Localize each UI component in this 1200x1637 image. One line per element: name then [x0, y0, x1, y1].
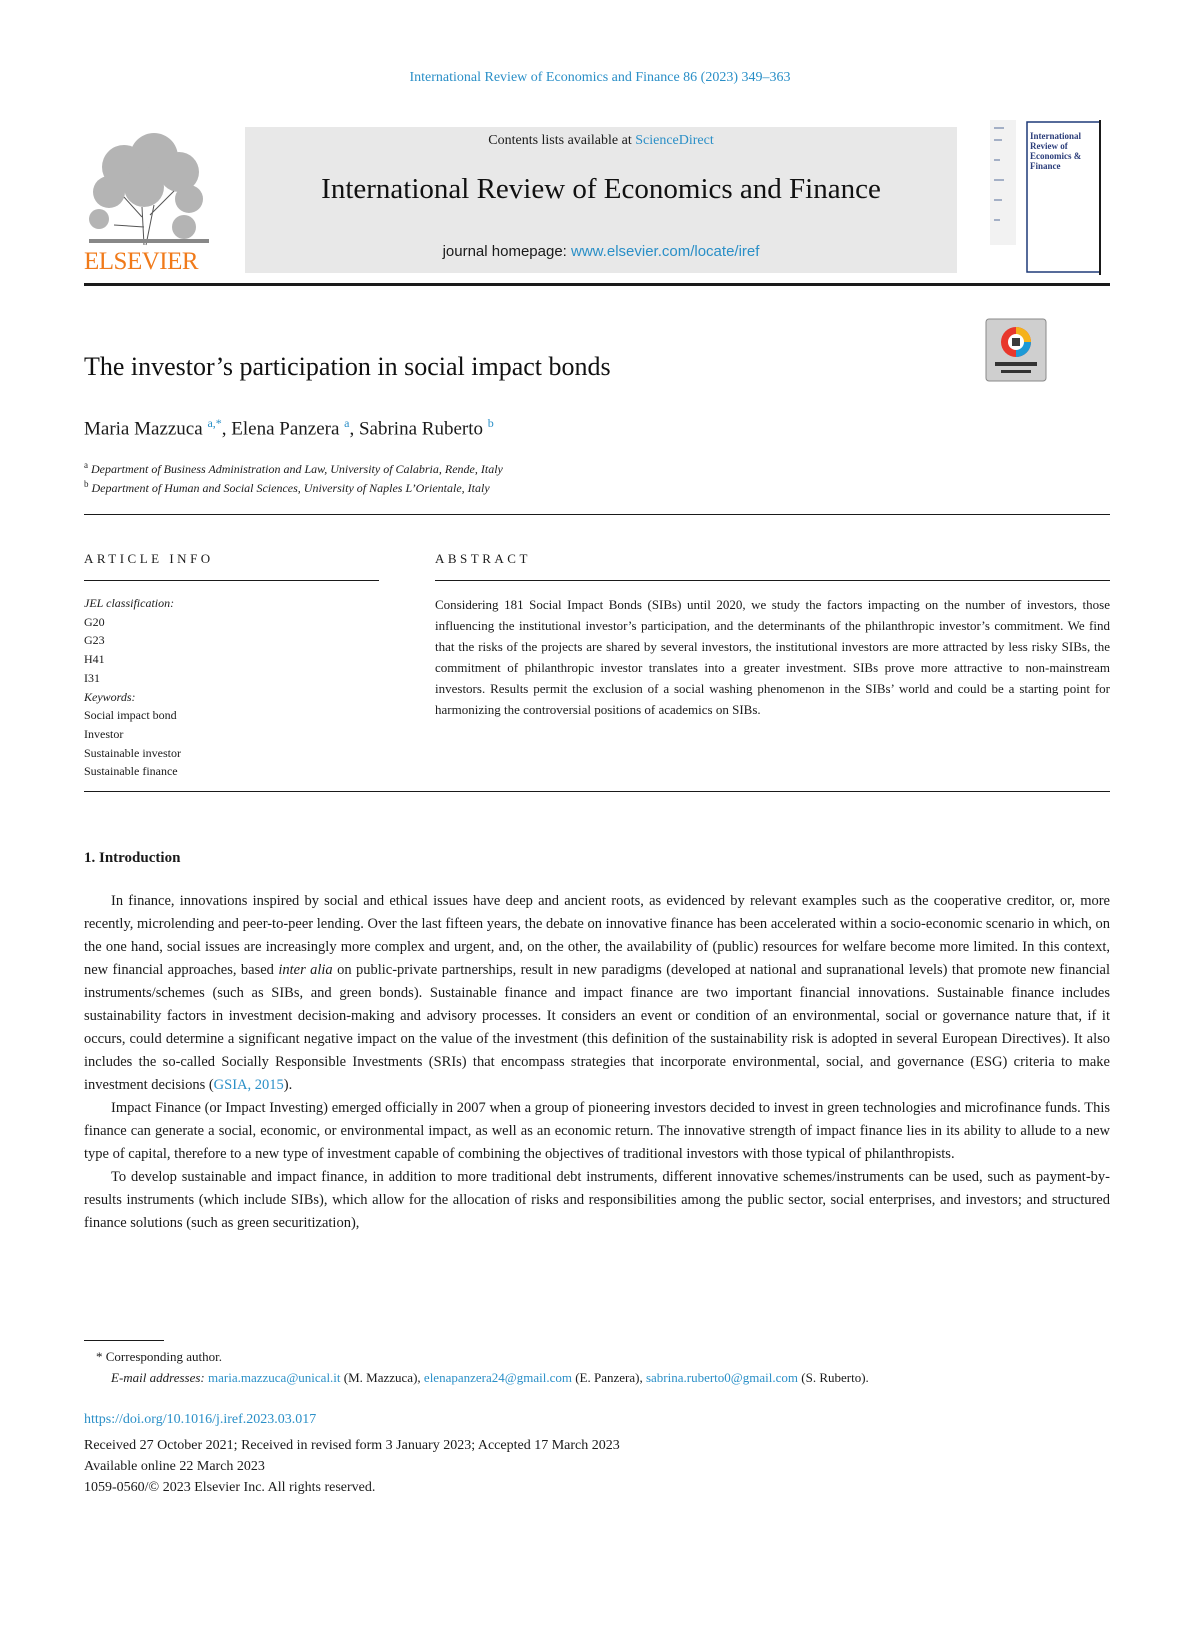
available-online: Available online 22 March 2023: [84, 1459, 265, 1474]
jel-code: G20: [84, 614, 105, 629]
affiliation: [84, 479, 490, 496]
article-info-heading: ARTICLE INFO: [84, 551, 214, 566]
email-addresses: [111, 1370, 869, 1386]
jel-code: G23: [84, 633, 105, 648]
keyword: Investor: [84, 726, 124, 741]
check-for-updates-badge[interactable]: [985, 318, 1047, 382]
contents-prefix: Contents lists available at: [488, 133, 632, 148]
authors-rule: [84, 514, 1110, 515]
email-link[interactable]: sabrina.ruberto0@gmail.com: [645, 1370, 799, 1385]
header-rule: [84, 283, 1110, 286]
email-owner: (M. Mazzuca),: [343, 1370, 421, 1385]
homepage-link[interactable]: www.elsevier.com/locate/iref: [571, 243, 760, 260]
jel-code: H41: [84, 652, 105, 667]
corresponding-author-note: [96, 1349, 222, 1365]
paragraph-text: In finance, innovations inspired by social and ethical issues have deep and ancient roots, as evidenced by relevant examples such as the cooperative creditor, or, more recently, microlending and peer-to-peer lending. Over the last fifteen years, the debate on innovative finance has been accelerated within a socio-economic scenario in which, on the one hand, social issues are increasingly more complex and urgent, and, on the other, the availability of (public) resources for welfare become more limited. In this context, new financial approaches, based: [84, 893, 1110, 978]
copyright: 1059-0560/© 2023 Elsevier Inc. All rights reserved.: [84, 1480, 376, 1495]
elsevier-wordmark: ELSEVIER: [84, 248, 199, 275]
footnote-marker: *: [96, 1349, 103, 1364]
email-link[interactable]: maria.mazzuca@unical.it: [208, 1370, 341, 1385]
keyword: Social impact bond: [84, 708, 177, 723]
received-dates: Received 27 October 2021; Received in revised form 3 January 2023; Accepted 17 March 2023: [84, 1438, 620, 1453]
section-heading-introduction: 1. Introduction: [84, 850, 181, 866]
paragraph: Impact Finance (or Impact Investing) emerged officially in 2007 when a group of pioneering investors decided to invest in green technologies and microfinance funds. This finance can generate a social, economic, or environmental impact, as well as an economic return. The innovative strength of impact finance lies in its ability to allude to a new type of capital, therefore to a new type of investment capable of combining the objectives of traditional investors with those typical of philanthropists.: [84, 1100, 1110, 1162]
email-owner: (S. Ruberto).: [801, 1370, 869, 1385]
keywords-label: Keywords:: [84, 689, 136, 704]
sciencedirect-link[interactable]: ScienceDirect: [635, 133, 714, 148]
journal-banner: [245, 127, 957, 273]
homepage-prefix: journal homepage:: [442, 243, 567, 260]
paragraph: To develop sustainable and impact finance, in addition to more traditional debt instruments, different innovative schemes/instruments can be used, such as payment-by-results instruments (which include SIBs), which allow for the allocation of risks and responsibilities among the public sector, social enterprises, and investors; and structured finance solutions (such as green securitization),: [84, 1169, 1110, 1231]
journal-title: International Review of Economics and Finance: [321, 173, 881, 205]
author-name[interactable]: Elena Panzera: [231, 418, 340, 440]
affiliation-text: Department of Human and Social Sciences, University of Naples L’Orientale, Italy: [91, 481, 490, 495]
affiliation-label: a: [84, 460, 88, 470]
affiliation-label: b: [84, 479, 89, 489]
abstract-bottom-rule: [84, 791, 1110, 792]
jel-label: JEL classification:: [84, 596, 175, 610]
footnote-rule: [84, 1340, 164, 1341]
paragraph-text: on public-private partnerships, result in new paradigms (developed at national and supranational levels) that promote new financial instruments/schemes (such as SIBs, and green bonds). Sustainable finance and impact finance are two important financial innovations. Sustainable finance includes sustainability factors in investment decision-making and advisory processes. It considers an event or condition of an environmental, social or governance nature that, if it occurs, could determine a significant negative impact on the value of the investment (this definition of the sustainability risk is adopted in several European Directives). It also includes the so-called Socially Responsible Investments (SRIs) that encompass strategies that incorporate environmental, social, and governance (ESG) criteria to make investment decisions (: [84, 962, 1111, 1093]
author-name[interactable]: Sabrina Ruberto: [358, 418, 483, 440]
article-history: [84, 1435, 620, 1498]
paragraph-italic: inter alia: [278, 962, 333, 978]
contents-line: [245, 133, 957, 149]
affiliation: [84, 460, 503, 477]
author-list: Maria Mazzuca $^{a,*}$, Elena Panzera $^a$, Sabrina Ruberto $^b$: [84, 416, 494, 440]
homepage-line: [245, 243, 957, 260]
author-affiliation-marker[interactable]: a: [344, 416, 350, 430]
email-owner: (E. Panzera),: [575, 1370, 643, 1385]
citation-link[interactable]: GSIA, 2015: [213, 1077, 284, 1093]
author-name[interactable]: Maria Mazzuca: [84, 418, 203, 440]
paragraph-text: ).: [283, 1077, 293, 1093]
abstract-rule: [435, 580, 1110, 581]
jel-code: I31: [84, 670, 100, 685]
cover-title: International Review of Economics & Finance: [1030, 131, 1082, 171]
article-info-list: [84, 594, 181, 781]
article-title: The investor’s participation in social impact bonds: [84, 352, 611, 381]
email-link[interactable]: elenapanzera24@gmail.com: [423, 1370, 572, 1385]
affiliation-text: Department of Business Administration and Law, University of Calabria, Rende, Italy: [91, 462, 503, 476]
footnote-text: Corresponding author.: [105, 1349, 223, 1364]
email-label: E-mail addresses:: [111, 1370, 205, 1385]
abstract-heading: ABSTRACT: [435, 551, 531, 566]
paragraph: [84, 890, 1110, 1097]
doi-link[interactable]: https://doi.org/10.1016/j.iref.2023.03.017: [84, 1412, 317, 1427]
keyword: Sustainable investor: [84, 745, 181, 760]
author-affiliation-marker[interactable]: a,*: [207, 416, 222, 430]
keyword: Sustainable finance: [84, 764, 178, 779]
journal-citation[interactable]: International Review of Economics and Finance 86 (2023) 349–363: [409, 70, 791, 85]
introduction-body: [84, 890, 1110, 1235]
author-affiliation-marker[interactable]: b: [487, 416, 494, 430]
abstract-text: Considering 181 Social Impact Bonds (SIBs) until 2020, we study the factors impacting on the number of investors, those influencing the institutional investor’s participation, and the determinants of the philanthropic investor’s commitment. We find that the risks of the projects are shared by several investors, the institutional investors are more attracted by less risky SIBs, the commitment of philanthropic investor translates into a greater investment. SIBs prove more attractive to non-mainstream investors. Results permit the exclusion of a social washing phenomenon in the SIBs’ world and could be a starting point for harmonizing the controversial positions of academics on SIBs.: [435, 597, 1110, 717]
article-info-rule: [84, 580, 379, 581]
